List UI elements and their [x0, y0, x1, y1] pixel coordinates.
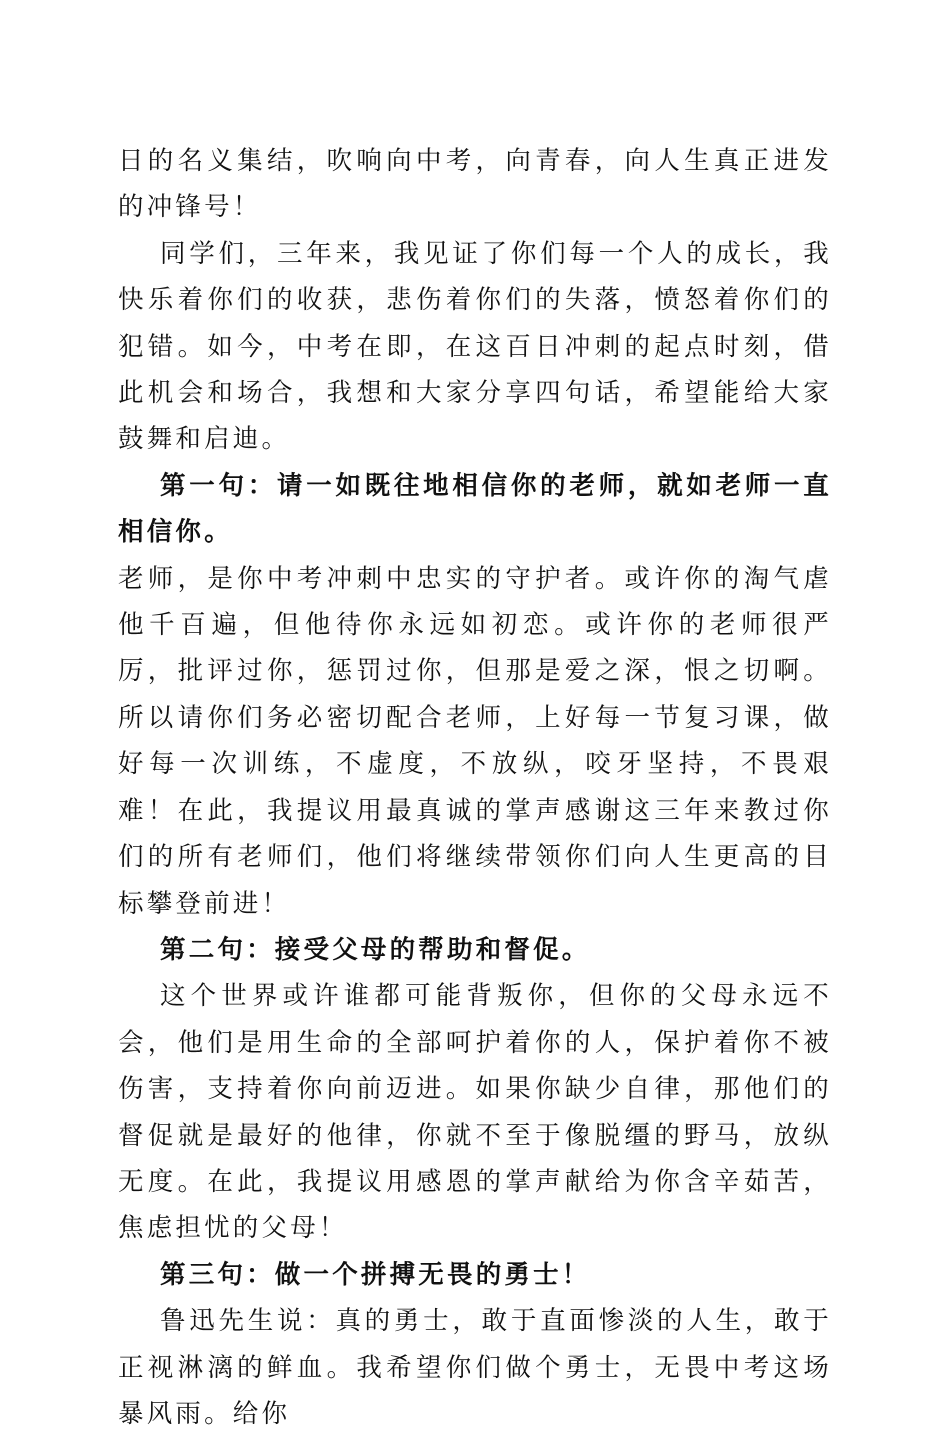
document-page: [118, 138, 832, 1437]
paragraph-teachers: 老师，是你中考冲刺中忠实的守护者。或许你的淘气虐他千百遍，但他待你永远如初恋。或许你的老师很严厉，批评过你，惩罚过你，但那是爱之深，恨之切啊。所以请你们务必密切配合老师，上好每一节复习课，做好每一次训练，不虚度，不放纵，咬牙坚持，不畏艰难！在此，我提议用最真诚的掌声感谢这三年来教过你们的所有老师们，他们将继续带领你们向人生更高的目标攀登前进！: [118, 563, 832, 919]
paragraph-intro: 同学们，三年来，我见证了你们每一个人的成长，我快乐着你们的收获，悲伤着你们的失落，愤怒着你们的犯错。如今，中考在即，在这百日冲刺的起点时刻，借此机会和场合，我想和大家分享四句话，希望能给大家鼓舞和启迪。: [118, 238, 832, 455]
heading-first-sentence: 第一句：请一如既往地相信你的老师，就如老师一直相信你。: [118, 470, 832, 548]
heading-third-sentence: 第三句：做一个拼搏无畏的勇士！: [160, 1259, 591, 1290]
heading-second-sentence: 第二句：接受父母的帮助和督促。: [160, 934, 591, 965]
paragraph-parents: 这个世界或许谁都可能背叛你，但你的父母永远不会，他们是用生命的全部呵护着你的人，保护着你不被伤害，支持着你向前迈进。如果你缺少自律，那他们的督促就是最好的他律，你就不至于像脱缰的野马，放纵无度。在此，我提议用感恩的掌声献给为你含辛茹苦，焦虑担忧的父母！: [118, 981, 832, 1244]
paragraph-continuation: 日的名义集结，吹响向中考，向青春，向人生真正进发的冲锋号！: [118, 146, 832, 223]
paragraph-warrior: 鲁迅先生说：真的勇士，敢于直面惨淡的人生，敢于正视淋漓的鲜血。我希望你们做个勇士，无畏中考这场暴风雨。给你: [118, 1306, 832, 1429]
